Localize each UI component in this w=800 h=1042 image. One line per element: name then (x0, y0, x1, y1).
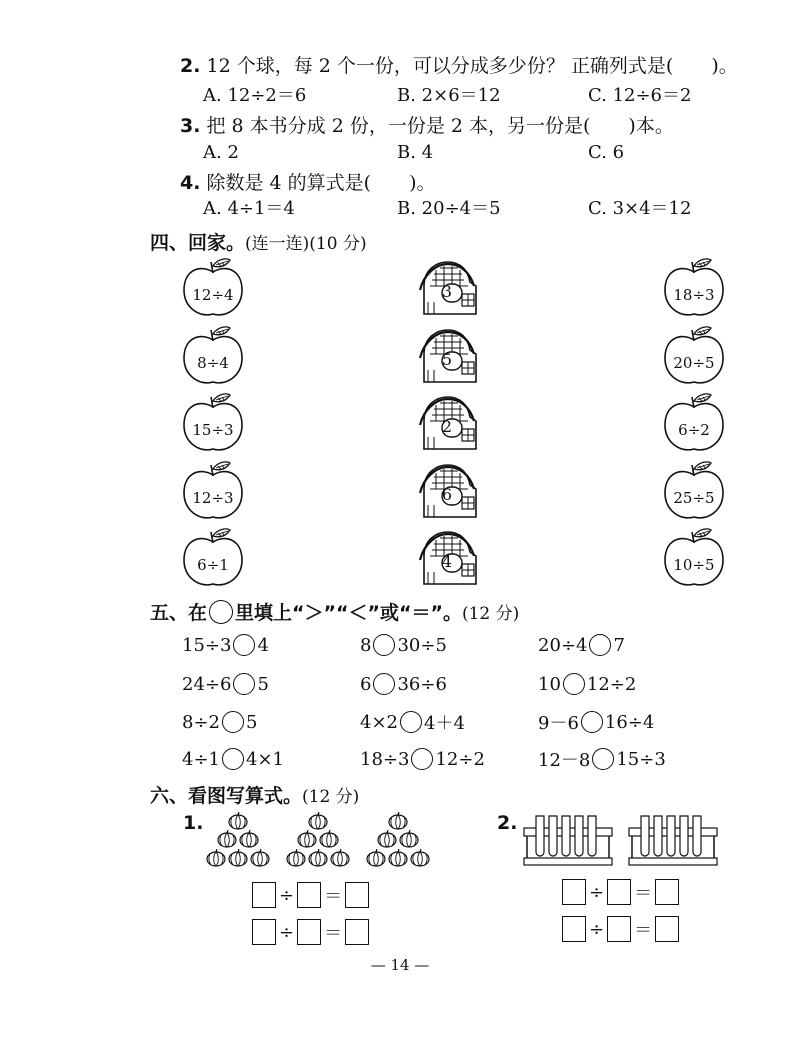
answer-circle[interactable] (400, 711, 422, 733)
divide-sign: ÷ (279, 921, 295, 943)
answer-box[interactable] (252, 882, 276, 908)
answer-box[interactable] (345, 919, 369, 945)
apple[interactable] (659, 391, 729, 455)
compare-item (182, 744, 284, 774)
compare-left: 4÷1 (182, 748, 220, 770)
compare-item (538, 669, 636, 699)
apple-expression: 12÷3 (192, 489, 234, 507)
apple[interactable] (178, 526, 248, 590)
answer-box[interactable] (607, 916, 631, 942)
house[interactable] (414, 459, 484, 523)
section-5-title (150, 598, 519, 625)
house[interactable] (414, 391, 484, 455)
answer-circle[interactable] (233, 634, 255, 656)
option-b: B. 20÷4＝5 (397, 198, 501, 219)
apple-expression: 8÷4 (197, 354, 229, 372)
test-tube-rack-icon (522, 812, 614, 868)
divide-sign: ÷ (589, 918, 605, 940)
house[interactable] (414, 526, 484, 590)
section-4-title (150, 228, 367, 255)
section-points: (12 分) (302, 787, 360, 807)
compare-left: 8 (360, 634, 372, 656)
divide-sign: ÷ (589, 881, 605, 903)
answer-circle[interactable] (222, 711, 244, 733)
item-1-number: 1. (183, 812, 204, 834)
answer-box[interactable] (655, 879, 679, 905)
equation-row (252, 882, 369, 908)
compare-left: 15÷3 (182, 634, 232, 656)
apple-expression: 20÷5 (673, 354, 715, 372)
compare-right: 30÷5 (397, 634, 447, 656)
apple[interactable] (178, 391, 248, 455)
apple[interactable] (659, 526, 729, 590)
apple-expression: 15÷3 (192, 421, 234, 439)
option-c: C. 6 (588, 142, 625, 163)
compare-left: 18÷3 (360, 748, 410, 770)
compare-right: 12÷2 (435, 748, 485, 770)
question-text: 把 8 本书分成 2 份，一份是 2 本，另一份是( )本。 (206, 115, 674, 137)
answer-circle[interactable] (581, 711, 603, 733)
compare-item (182, 707, 257, 737)
question-text: 12 个球，每 2 个一份，可以分成多少份？ 正确列式是( )。 (206, 55, 738, 77)
question-3 (180, 113, 674, 139)
compare-right: 12÷2 (586, 673, 637, 695)
item-2-number: 2. (497, 812, 518, 834)
pumpkin-group (283, 812, 353, 870)
question-number: 2. (180, 55, 201, 77)
answer-circle[interactable] (373, 673, 395, 695)
compare-item (182, 669, 269, 699)
compare-left: 8÷2 (182, 711, 220, 733)
compare-item (360, 707, 465, 737)
house-number: 5 (441, 350, 453, 369)
option-c: C. 12÷6＝2 (588, 85, 692, 106)
compare-left: 9－6 (538, 713, 579, 734)
equals-sign: ＝ (634, 920, 653, 941)
compare-right: 16÷4 (604, 711, 655, 733)
compare-item (360, 669, 447, 699)
compare-item (538, 744, 666, 774)
apple-expression: 6÷2 (678, 421, 710, 439)
option-a: A. 12÷2＝6 (203, 85, 307, 106)
section-points: (10 分) (309, 234, 367, 254)
compare-item (538, 707, 654, 737)
house-number: 6 (441, 485, 453, 504)
apple[interactable] (659, 256, 729, 320)
equation-row (562, 916, 679, 942)
compare-left: 12－8 (538, 750, 591, 771)
answer-circle[interactable] (589, 634, 611, 656)
section-title-part: 五、在 (150, 602, 208, 624)
apple-expression: 18÷3 (673, 286, 715, 304)
compare-left: 20÷4 (538, 634, 588, 656)
answer-circle[interactable] (411, 748, 433, 770)
answer-box[interactable] (562, 879, 586, 905)
answer-circle[interactable] (233, 673, 255, 695)
section-points: (12 分) (461, 604, 520, 624)
compare-left: 10 (538, 673, 561, 695)
answer-circle[interactable] (373, 634, 395, 656)
option-a: A. 2 (203, 142, 239, 163)
house-number: 3 (441, 282, 453, 301)
equals-sign: ＝ (324, 923, 343, 944)
question-text: 除数是 4 的算式是( )。 (206, 172, 436, 194)
answer-box[interactable] (345, 882, 369, 908)
option-b: B. 2×6＝12 (397, 85, 501, 106)
apple[interactable] (659, 459, 729, 523)
circle-icon (209, 600, 233, 624)
test-tube-rack-icon (627, 812, 719, 868)
apple[interactable] (178, 324, 248, 388)
question-4 (180, 170, 436, 196)
question-2 (180, 53, 738, 79)
section-title-part: 里填上“＞”“＜”或“＝”。 (235, 602, 462, 624)
apple-expression: 25÷5 (673, 489, 715, 507)
house-number: 4 (441, 552, 453, 571)
section-title: 六、看图写算式。 (150, 785, 303, 807)
compare-item (538, 630, 625, 660)
compare-right: 5 (246, 711, 258, 733)
apple-expression: 6÷1 (197, 556, 229, 574)
apple-expression: 12÷4 (192, 286, 234, 304)
divide-sign: ÷ (279, 884, 295, 906)
pumpkin-group (363, 812, 433, 870)
house[interactable] (414, 324, 484, 388)
compare-right: 36÷6 (397, 673, 447, 695)
answer-circle[interactable] (563, 673, 585, 695)
answer-box[interactable] (607, 879, 631, 905)
page-number: — 14 — (370, 956, 430, 974)
option-c: C. 3×4＝12 (588, 198, 692, 219)
pumpkin-group (203, 812, 273, 870)
apple-expression: 10÷5 (673, 556, 715, 574)
apple[interactable] (659, 324, 729, 388)
equals-sign: ＝ (324, 886, 343, 907)
answer-circle[interactable] (592, 748, 614, 770)
answer-circle[interactable] (222, 748, 244, 770)
compare-right: 4×1 (246, 748, 284, 770)
compare-right: 4＋4 (424, 713, 465, 734)
apple[interactable] (178, 256, 248, 320)
section-6-title (150, 781, 359, 808)
compare-item (360, 630, 447, 660)
answer-box[interactable] (562, 916, 586, 942)
equation-row (252, 919, 369, 945)
house[interactable] (414, 256, 484, 320)
compare-right: 4 (257, 634, 269, 656)
answer-box[interactable] (252, 919, 276, 945)
answer-box[interactable] (297, 882, 321, 908)
answer-box[interactable] (655, 916, 679, 942)
compare-left: 24÷6 (182, 673, 232, 695)
compare-right: 7 (613, 634, 625, 656)
compare-right: 5 (257, 673, 269, 695)
section-subtitle: (连一连) (245, 234, 310, 254)
compare-item (360, 744, 485, 774)
compare-item (182, 630, 269, 660)
equation-row (562, 879, 679, 905)
section-title: 四、回家。 (150, 232, 246, 254)
equals-sign: ＝ (634, 883, 653, 904)
compare-left: 4×2 (360, 711, 398, 733)
compare-right: 15÷3 (616, 748, 666, 770)
apple[interactable] (178, 459, 248, 523)
option-a: A. 4÷1＝4 (203, 198, 295, 219)
house-number: 2 (441, 417, 453, 436)
compare-left: 6 (360, 673, 372, 695)
option-b: B. 4 (397, 142, 434, 163)
question-number: 4. (180, 172, 201, 194)
question-number: 3. (180, 115, 201, 137)
answer-box[interactable] (297, 919, 321, 945)
